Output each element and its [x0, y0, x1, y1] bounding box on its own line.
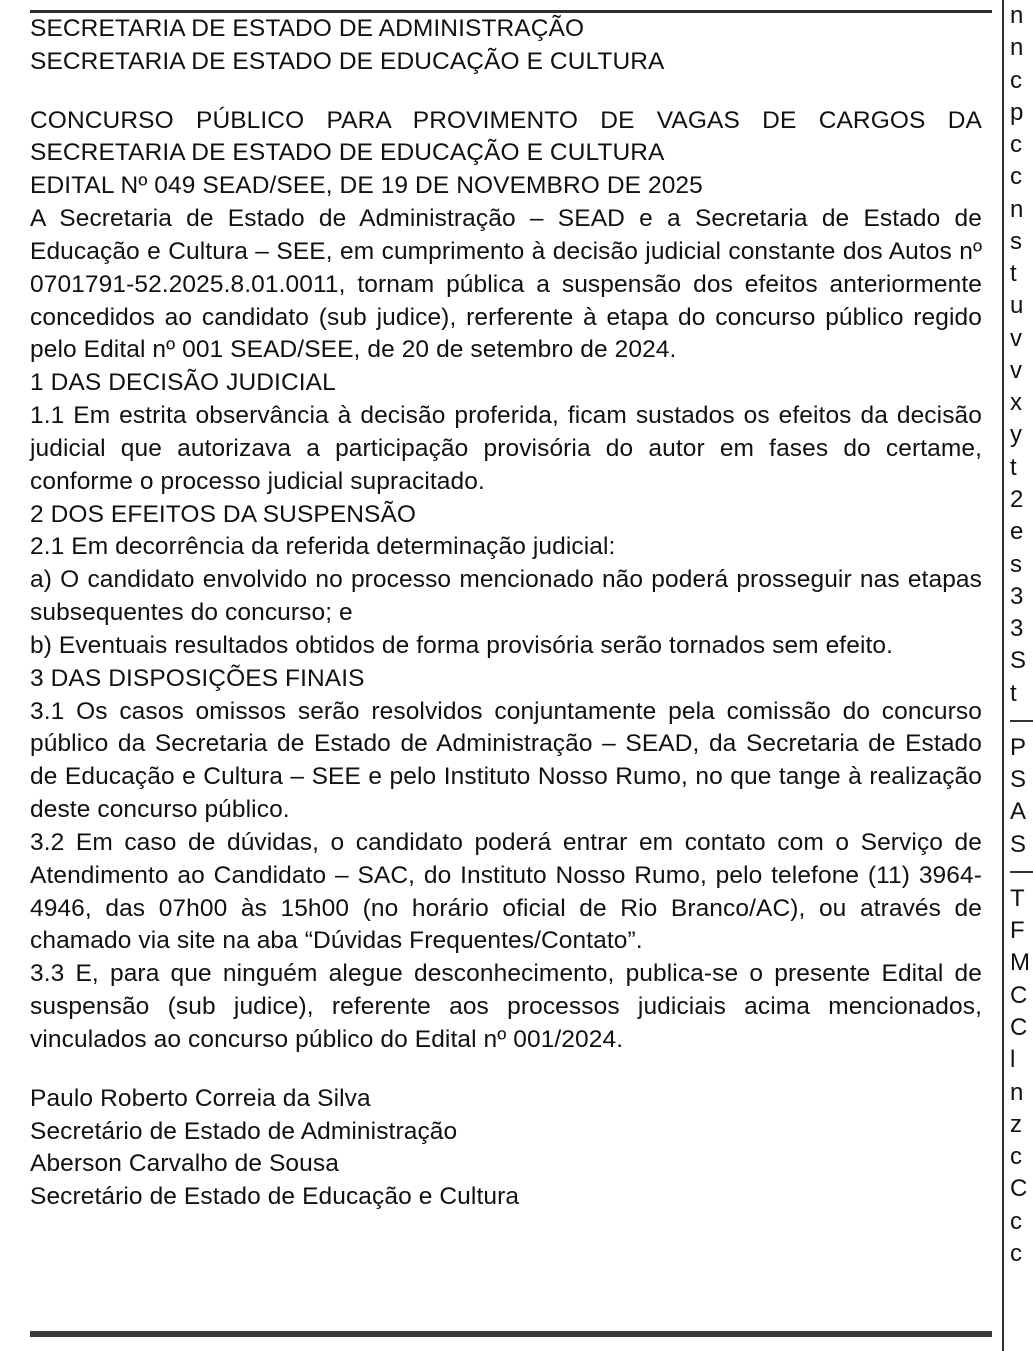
preamble-paragraph: A Secretaria de Estado de Administração – SEAD e a Secretaria de Estado de Educação e Cultura – SEE, em cumprimento à decisão judicial constante dos Autos nº 0701791-52.2025.8.01.0011, tornam pública a suspensão dos efeitos anteriormente concedidos ao candidato (sub judice), rerferente à etapa do concurso público regido pelo Edital nº 001 SEAD/SEE, de 20 de setembro de 2024.	[30, 205, 982, 364]
header-line-1: SECRETARIA DE ESTADO DE ADMINISTRAÇÃO	[30, 15, 585, 42]
section-heading-3: 3 DAS DISPOSIÇÕES FINAIS	[30, 664, 365, 692]
right-fragment: n	[1010, 1078, 1024, 1106]
section-heading-2: 2 DOS EFEITOS DA SUSPENSÃO	[30, 500, 417, 528]
right-divider-rule	[1010, 720, 1033, 722]
right-fragment: 3	[1010, 615, 1024, 643]
signatory-name-1: Paulo Roberto Correia da Silva	[30, 1084, 371, 1112]
right-fragment: y	[1010, 421, 1022, 449]
section-heading-1: 1 DAS DECISÃO JUDICIAL	[30, 369, 336, 397]
right-fragment: c	[1010, 66, 1022, 94]
section-2-item-a: a) O candidato envolvido no processo mencionado não poderá prosseguir nas etapas subsequentes do concurso; e	[30, 566, 982, 627]
bottom-divider-rule	[30, 1331, 992, 1337]
right-fragment: T	[1010, 884, 1025, 912]
right-fragment: c	[1010, 1143, 1022, 1171]
right-fragment: 3	[1010, 582, 1024, 610]
right-fragment: n	[1010, 195, 1024, 223]
right-fragment: S	[1010, 647, 1027, 675]
section-1-paragraph-1: 1.1 Em estrita observância à decisão proferida, ficam sustados os efeitos da decisão judicial que autorizava a participação provisória do autor em fases do certame, conforme o processo judicial supracitado.	[30, 402, 982, 495]
right-fragment: C	[1010, 1175, 1028, 1203]
edital-number: EDITAL Nº 049 SEAD/SEE, DE 19 DE NOVEMBRO DE 2025	[30, 172, 703, 200]
right-fragment: t	[1010, 453, 1017, 481]
header-block	[30, 13, 982, 79]
right-fragment: M	[1010, 949, 1030, 977]
right-fragment: s	[1010, 227, 1022, 255]
document-body	[30, 13, 982, 1214]
signatory-title-1: Secretário de Estado de Administração	[30, 1117, 458, 1145]
section-3-paragraph-3: 3.3 E, para que ninguém alegue desconhecimento, publica-se o presente Edital de suspensão (sub judice), referente aos processos judiciais acima mencionados, vinculados ao concurso público do Edital nº 001/2024.	[30, 960, 982, 1053]
spacer	[30, 1057, 982, 1083]
right-fragment: F	[1010, 917, 1025, 945]
right-fragment: c	[1010, 1239, 1022, 1267]
adjacent-column-clipped	[1002, 0, 1033, 1351]
right-fragment: c	[1010, 131, 1022, 159]
right-fragment: C	[1010, 1013, 1028, 1041]
header-line-2: SECRETARIA DE ESTADO DE EDUCAÇÃO E CULTURA	[30, 47, 665, 75]
right-fragment-group-3	[1010, 883, 1033, 1270]
right-fragment: 2	[1010, 485, 1024, 513]
right-fragment: u	[1010, 292, 1024, 320]
right-fragment: l	[1010, 1046, 1016, 1074]
right-fragment: n	[1010, 2, 1024, 29]
section-2-item-b: b) Eventuais resultados obtidos de forma provisória serão tornados sem efeito.	[30, 631, 894, 659]
right-fragment: P	[1010, 733, 1027, 761]
right-fragment: S	[1010, 766, 1027, 794]
section-3-paragraph-2: 3.2 Em caso de dúvidas, o candidato poderá entrar em contato com o Serviço de Atendimento ao Candidato – SAC, do Instituto Nosso Rumo, pelo telefone (11) 3964-4946, das 07h00 às 15h00 (no horário oficial de Rio Branco/AC), ou através de chamado via site na aba “Dúvidas Frequentes/Contato”.	[30, 828, 982, 955]
spacer	[30, 79, 982, 105]
right-divider-rule	[1010, 871, 1033, 873]
right-fragment: t	[1010, 679, 1017, 707]
right-fragment: S	[1010, 830, 1027, 858]
right-fragment: z	[1010, 1110, 1022, 1138]
right-fragment: C	[1010, 981, 1028, 1009]
right-fragment: c	[1010, 1207, 1022, 1235]
right-fragment-group-1	[1010, 0, 1033, 710]
signature-block	[30, 1083, 982, 1214]
signatory-title-2: Secretário de Estado de Educação e Cultura	[30, 1183, 520, 1211]
right-fragment: c	[1010, 163, 1022, 191]
right-fragment: A	[1010, 798, 1027, 826]
right-fragment: s	[1010, 550, 1022, 578]
section-3-paragraph-1: 3.1 Os casos omissos serão resolvidos conjuntamente pela comissão do concurso público da Secretaria de Estado de Administração – SEAD, da Secretaria de Estado de Educação e Cultura – SEE e pelo Instituto Nosso Rumo, no que tange à realização deste concurso público.	[30, 697, 982, 824]
right-fragment: e	[1010, 518, 1024, 546]
document-title: CONCURSO PÚBLICO PARA PROVIMENTO DE VAGAS DE CARGOS DA SECRETARIA DE ESTADO DE EDUCAÇÃO E CULTURA	[30, 106, 982, 167]
section-2-paragraph-1: 2.1 Em decorrência da referida determinação judicial:	[30, 533, 616, 561]
right-fragment: t	[1010, 260, 1017, 288]
signatory-name-2: Aberson Carvalho de Sousa	[30, 1150, 339, 1178]
right-fragment: v	[1010, 324, 1022, 352]
right-fragment-group-2	[1010, 732, 1033, 861]
right-fragment: v	[1010, 356, 1022, 384]
right-fragment: n	[1010, 34, 1024, 62]
title-block	[30, 105, 982, 203]
right-fragment: x	[1010, 389, 1022, 417]
right-fragment: p	[1010, 98, 1024, 126]
